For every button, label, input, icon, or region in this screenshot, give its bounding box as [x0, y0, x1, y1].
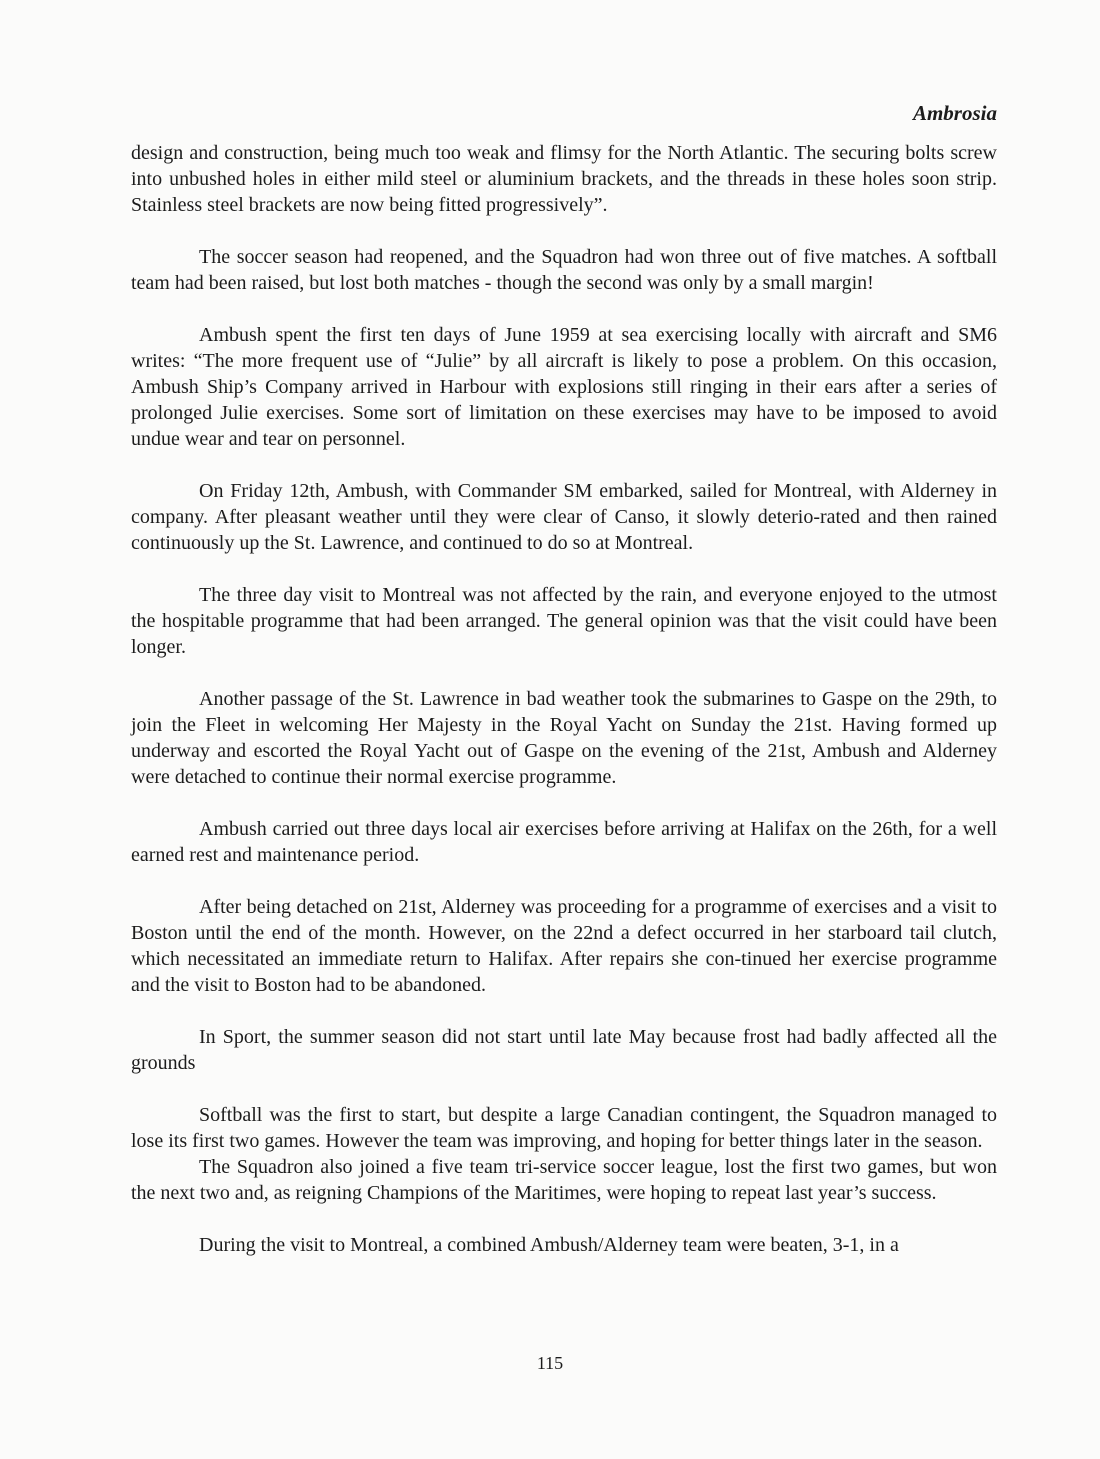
paragraph: In Sport, the summer season did not start until late May because frost had badly affected all the grounds: [131, 1026, 997, 1074]
paragraph: The soccer season had reopened, and the Squadron had won three out of five matches. A softball team had been raised, but lost both matches - though the second was only by a small margin!: [131, 246, 997, 294]
paragraph: The three day visit to Montreal was not affected by the rain, and everyone enjoyed to the utmost the hospitable programme that had been arranged. The general opinion was that the visit could have been longer.: [131, 584, 997, 658]
paragraph: Ambush spent the first ten days of June 1959 at sea exercising locally with aircraft and SM6 writes: “The more frequent use of “Julie” by all aircraft is likely to pose a problem. On this occasion, Ambush Ship’s Company arrived in Harbour with explosions still ringing in their ears after a series of prolonged Julie exercises. Some sort of limitation on these exercises may have to be imposed to avoid undue wear and tear on personnel.: [131, 324, 997, 450]
paragraph: During the visit to Montreal, a combined Ambush/Alderney team were beaten, 3-1, in a: [199, 1234, 899, 1256]
paragraph: On Friday 12th, Ambush, with Commander SM embarked, sailed for Montreal, with Alderney in company. After pleasant weather until they were clear of Canso, it slowly deterio-rated and then rained continuously up the St. Lawrence, and continued to do so at Montreal.: [131, 480, 997, 554]
page-number: 115: [536, 1353, 564, 1373]
paragraph: Another passage of the St. Lawrence in bad weather took the submarines to Gaspe on the 29th, to join the Fleet in welcoming Her Majesty in the Royal Yacht on Sunday the 21st. Having formed up underway and escorted the Royal Yacht out of Gaspe on the evening of the 21st, Ambush and Alderney were detached to continue their normal exercise programme.: [131, 688, 997, 788]
paragraph: Softball was the first to start, but despite a large Canadian contingent, the Squadron managed to lose its first two games. However the team was improving, and hoping for better things later in the season.: [131, 1104, 997, 1152]
paragraph: design and construction, being much too weak and flimsy for the North Atlantic. The securing bolts screw into unbushed holes in either mild steel or aluminium brackets, and the threads in these holes soon strip. Stainless steel brackets are now being fitted progressively”.: [131, 142, 997, 216]
running-header: Ambrosia: [912, 101, 997, 125]
paragraph: After being detached on 21st, Alderney was proceeding for a programme of exercises and a visit to Boston until the end of the month. However, on the 22nd a defect occurred in her starboard tail clutch, which necessitated an immediate return to Halifax. After repairs she con-tinued her exercise programme and the visit to Boston had to be abandoned.: [131, 896, 997, 996]
body-text: [131, 140, 997, 1258]
paragraph: Ambush carried out three days local air exercises before arriving at Halifax on the 26th, for a well earned rest and maintenance period.: [131, 818, 997, 866]
paragraph: The Squadron also joined a five team tri-service soccer league, lost the first two games, but won the next two and, as reigning Champions of the Maritimes, were hoping to repeat last year’s success.: [131, 1156, 997, 1204]
